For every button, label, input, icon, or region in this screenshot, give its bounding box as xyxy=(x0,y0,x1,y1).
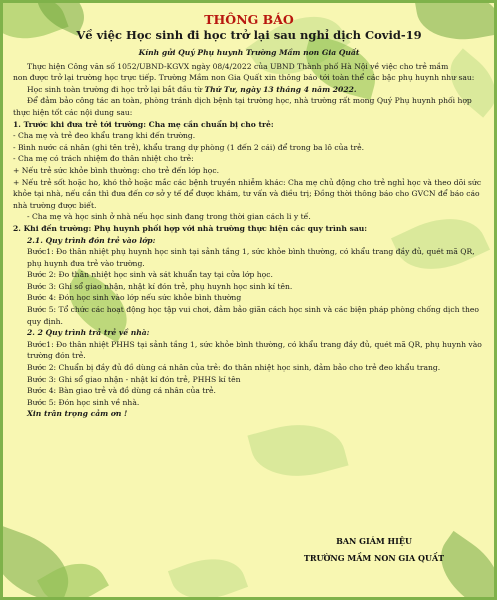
notice-subtitle: Về việc Học sinh đi học trở lại sau nghỉ dịch Covid-19 xyxy=(76,28,422,42)
section1-heading: 1. Trước khi đưa trẻ tới trường: Cha mẹ cần chuẩn bị cho trẻ: xyxy=(13,119,274,129)
leaf-decoration xyxy=(247,412,348,488)
section1-item: - Cha mẹ và trẻ đeo khẩu trang khi đến trường. xyxy=(13,131,196,141)
intro-line-2: non được trở lại trường học trực tiếp. Trường Mầm non Gia Quất xin thông báo tới toàn thể các bậc phụ huynh như sau: xyxy=(13,73,475,83)
pickup-heading: 2. 2 Quy trình trả trẻ về nhà: xyxy=(27,328,150,338)
dropoff-step: Bước 2: Đo thân nhiệt học sinh và sát khuẩn tay tại cửa lớp học. xyxy=(27,270,273,280)
dropoff-step: Bước 4: Đón học sinh vào lớp nếu sức khỏe bình thường xyxy=(27,293,242,303)
dropoff-step: Bước 5: Tổ chức các hoạt động học tập vui chơi, đảm bảo giãn cách học sinh và các biện pháp phòng chống dịch theo quy định. xyxy=(27,305,479,326)
notice-title: THÔNG BÁO xyxy=(204,12,294,27)
notice-document xyxy=(13,13,485,420)
signature-block xyxy=(274,533,474,567)
section1-item: - Bình nước cá nhân (ghi tên trẻ), khẩu trang dự phòng (1 đến 2 cái) để trong ba lô của trẻ. xyxy=(13,142,364,152)
intro-safety-line-1: Để đảm bảo công tác an toàn, phòng tránh dịch bệnh tại trường học, nhà trường rất mong Quý Phụ huynh phối hợp xyxy=(27,96,472,106)
section1-item-long: + Nếu trẻ sốt hoặc ho, khó thở hoặc mắc các bệnh truyền nhiễm khác: Cha mẹ chủ động cho trẻ nghỉ học và theo dõi sức khỏe tại nhà, nếu cần thì đưa đến cơ sở y tế để được khám, tư vấn và điều trị; Đồng thời thông báo cho GVCN để báo cáo nhà trường được biết. xyxy=(13,177,482,210)
signature-board: BAN GIÁM HIỆU xyxy=(336,536,412,546)
closing-thanks: Xin trân trọng cảm ơn ! xyxy=(27,409,128,419)
greeting: Kính gửi Quý Phụ huynh Trường Mầm non Gia Quất xyxy=(138,48,360,57)
intro-line-1: Thực hiện Công văn số 1052/UBND-KGVX ngày 08/4/2022 của UBND Thành phố Hà Nội về việc cho trẻ mầm xyxy=(27,61,449,71)
pickup-step: Bước1: Đo thân nhiệt PHHS tại sảnh tầng 1, sức khỏe bình thường, có khẩu trang đầy đủ, quét mã QR, phụ huynh vào trường đón trẻ. xyxy=(27,339,482,361)
intro-date-line xyxy=(13,84,485,96)
pickup-step: Bước 4: Bàn giao trẻ và đồ dùng cá nhân của trẻ. xyxy=(27,386,216,396)
signature-school: TRƯỜNG MẦM NON GIA QUẤT xyxy=(303,553,445,563)
dropoff-step: Bước 3: Ghi sổ giao nhận, nhật kí đón trẻ, phụ huynh học sinh kí tên. xyxy=(27,281,293,291)
section2-heading: 2. Khi đến trường: Phụ huynh phối hợp với nhà trường thực hiện các quy trình sau: xyxy=(13,223,368,233)
intro-safety-line-2: thực hiện tốt các nội dung sau: xyxy=(13,107,133,117)
section1-item-last: - Cha mẹ và học sinh ở nhà nếu học sinh đang trong thời gian cách li y tế. xyxy=(27,212,311,222)
dropoff-step: Bước1: Đo thân nhiệt phụ huynh học sinh tại sảnh tầng 1, sức khỏe bình thường, có khẩu trang đầy đủ, quét mã QR, phụ huynh đưa trẻ vào trường. xyxy=(27,247,475,268)
intro-date-prefix: Học sinh toàn trường đi học trở lại bắt đầu từ xyxy=(27,84,205,94)
dropoff-heading: 2.1. Quy trình đón trẻ vào lớp: xyxy=(27,235,156,245)
section1-item: - Cha mẹ có trách nhiệm đo thân nhiệt cho trẻ: xyxy=(13,154,194,164)
leaf-decoration xyxy=(168,547,248,600)
pickup-step: Bước 3: Ghi sổ giao nhận - nhật kí đón trẻ, PHHS kí tên xyxy=(27,374,241,384)
intro-date: Thứ Tư, ngày 13 tháng 4 năm 2022. xyxy=(204,84,357,94)
section1-item: + Nếu trẻ sức khỏe bình thường: cho trẻ đến lớp học. xyxy=(13,165,219,175)
pickup-step: Bước 2: Chuẩn bị đầy đủ đồ dùng cá nhân của trẻ: đo thân nhiệt học sinh, đảm bảo cho trẻ đeo khẩu trang. xyxy=(27,363,441,373)
pickup-step: Bước 5: Đón học sinh về nhà. xyxy=(27,397,140,407)
